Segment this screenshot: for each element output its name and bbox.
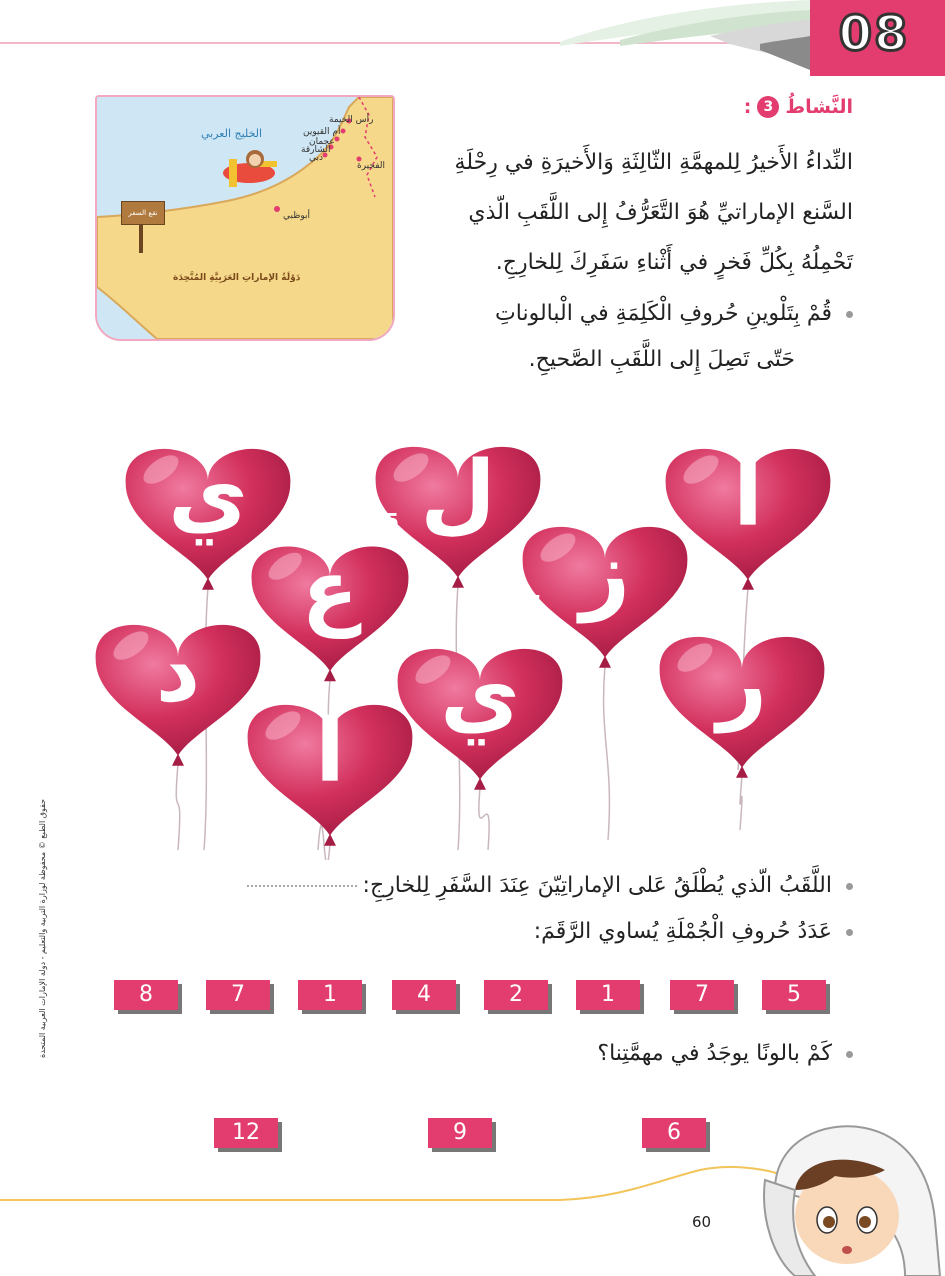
map-city-label: الشارقة	[301, 145, 331, 155]
map-city-label: أبوظبي	[283, 211, 311, 221]
copyright-side-note	[34, 760, 54, 1060]
option-box[interactable]: 9	[428, 1118, 492, 1148]
balloon-string	[740, 776, 742, 830]
unit-number-tab	[810, 0, 945, 76]
map-city-label: الفجيرة	[357, 161, 386, 171]
balloon-letter: ع	[301, 541, 359, 639]
bullet-dot-icon	[846, 311, 853, 318]
question-1-text: اللَّقَبُ الّذي يُطْلَقُ عَلى الإماراتِيّنَ عِنَدَ السَّفَرِ لِلخارِجِ:	[362, 873, 832, 898]
option-box[interactable]: 7	[206, 980, 270, 1010]
balloon-string	[604, 666, 610, 840]
balloon-number: 1	[793, 409, 807, 433]
balloon-number: 2	[505, 409, 519, 433]
option-box[interactable]: 2	[484, 980, 548, 1010]
question-3	[597, 1030, 853, 1078]
answer-blank[interactable]	[247, 885, 357, 887]
map-city-label: رأس الخيمة	[329, 115, 374, 125]
map-country-label: دَوْلَةُ الإماراتِ العَرَبِيَّةِ المُتَّحِدَة	[173, 273, 301, 283]
instruction-line-1: قُمْ بِتَلْوينِ حُروفِ الْكَلِمَةِ في الْبالوناتِ	[495, 301, 832, 326]
balloon-letter: د	[155, 619, 201, 722]
question-1	[247, 862, 853, 910]
page-number: 60	[692, 1213, 712, 1231]
uae-map-card	[95, 95, 395, 341]
bullet-dot-icon	[846, 929, 853, 936]
copyright-text: حقوق الطبع © محفوظة لوزارة التربية والتعليم - دولة الإمارات العربية المتحدة	[38, 798, 47, 1058]
option-box[interactable]: 8	[114, 980, 178, 1010]
balloon-number: 7	[527, 591, 541, 615]
balloon-letter: ل	[420, 441, 496, 544]
option-box[interactable]: 1	[576, 980, 640, 1010]
map-city-label: دبي	[309, 153, 324, 163]
map-signpost: نقع السفر	[121, 201, 165, 225]
map-city-label: أم القيوين	[303, 127, 341, 137]
option-box[interactable]: 5	[762, 980, 826, 1010]
balloon-letter: ر	[716, 631, 768, 734]
balloon-letter: ا	[733, 443, 763, 546]
emirati-boy-mascot	[755, 1120, 945, 1276]
balloon-string	[176, 764, 179, 850]
uae-flag-swoosh-decoration	[560, 0, 820, 70]
bullet-dot-icon	[846, 1051, 853, 1058]
balloon-number: 8	[235, 591, 249, 615]
heart-balloons-area	[0, 380, 945, 860]
option-box[interactable]: 7	[670, 980, 734, 1010]
map-gulf-label: الخليج العربي	[201, 127, 263, 140]
option-box[interactable]: 6	[642, 1118, 706, 1148]
bullet-dot-icon	[846, 883, 853, 890]
activity-title	[744, 96, 853, 118]
activity-paragraph: النِّداءُ الأَخيرُ لِلمهمَّةِ الثّالِثَةِ وَالأَخيرَةِ في رِحْلَةِ السَّنع الإماراتيِّ هُوَ التَّعَرُّفُ إِلى اللَّقَبِ الّذي تَحْمِلُهُ بِكُلِّ فَخرٍ في أَثْناءِ سَفَرِكَ لِلخارِجِ.	[454, 150, 853, 275]
balloon-number: 3	[263, 409, 277, 433]
option-box[interactable]: 1	[298, 980, 362, 1010]
option-box[interactable]: 12	[214, 1118, 278, 1148]
option-box[interactable]: 4	[392, 980, 456, 1010]
instruction-bullet	[373, 290, 853, 338]
activity-title-text: النَّشاطُ	[785, 96, 853, 118]
balloon-number: 4	[651, 491, 665, 515]
balloon-string	[479, 788, 489, 850]
balloon-number: 9	[371, 667, 385, 691]
question-3-text: كَمْ بالونًا يوجَدُ في مهمَّتِنا؟	[597, 1041, 832, 1066]
balloon-letter: ز	[579, 521, 631, 624]
question-2-text: عَدَدُ حُروفِ الْجُمْلَةِ يُساوي الرَّقَمَ:	[533, 919, 832, 944]
balloon-number: 5	[385, 509, 399, 533]
map-city-label: عجمان	[309, 137, 335, 147]
balloon-number: 6	[793, 573, 807, 597]
instruction-line-2: حَتّى تَصِلَ إِلى اللَّقَبِ الصَّحيحِ.	[528, 347, 795, 372]
balloon-letter: ا	[315, 699, 345, 802]
activity-title-colon: :	[743, 96, 752, 118]
question-2	[534, 908, 853, 956]
unit-number: 08	[838, 6, 910, 62]
activity-number-badge: 3	[757, 96, 779, 118]
balloon-letter: ي	[168, 443, 248, 546]
balloon-letter: ي	[440, 643, 520, 746]
